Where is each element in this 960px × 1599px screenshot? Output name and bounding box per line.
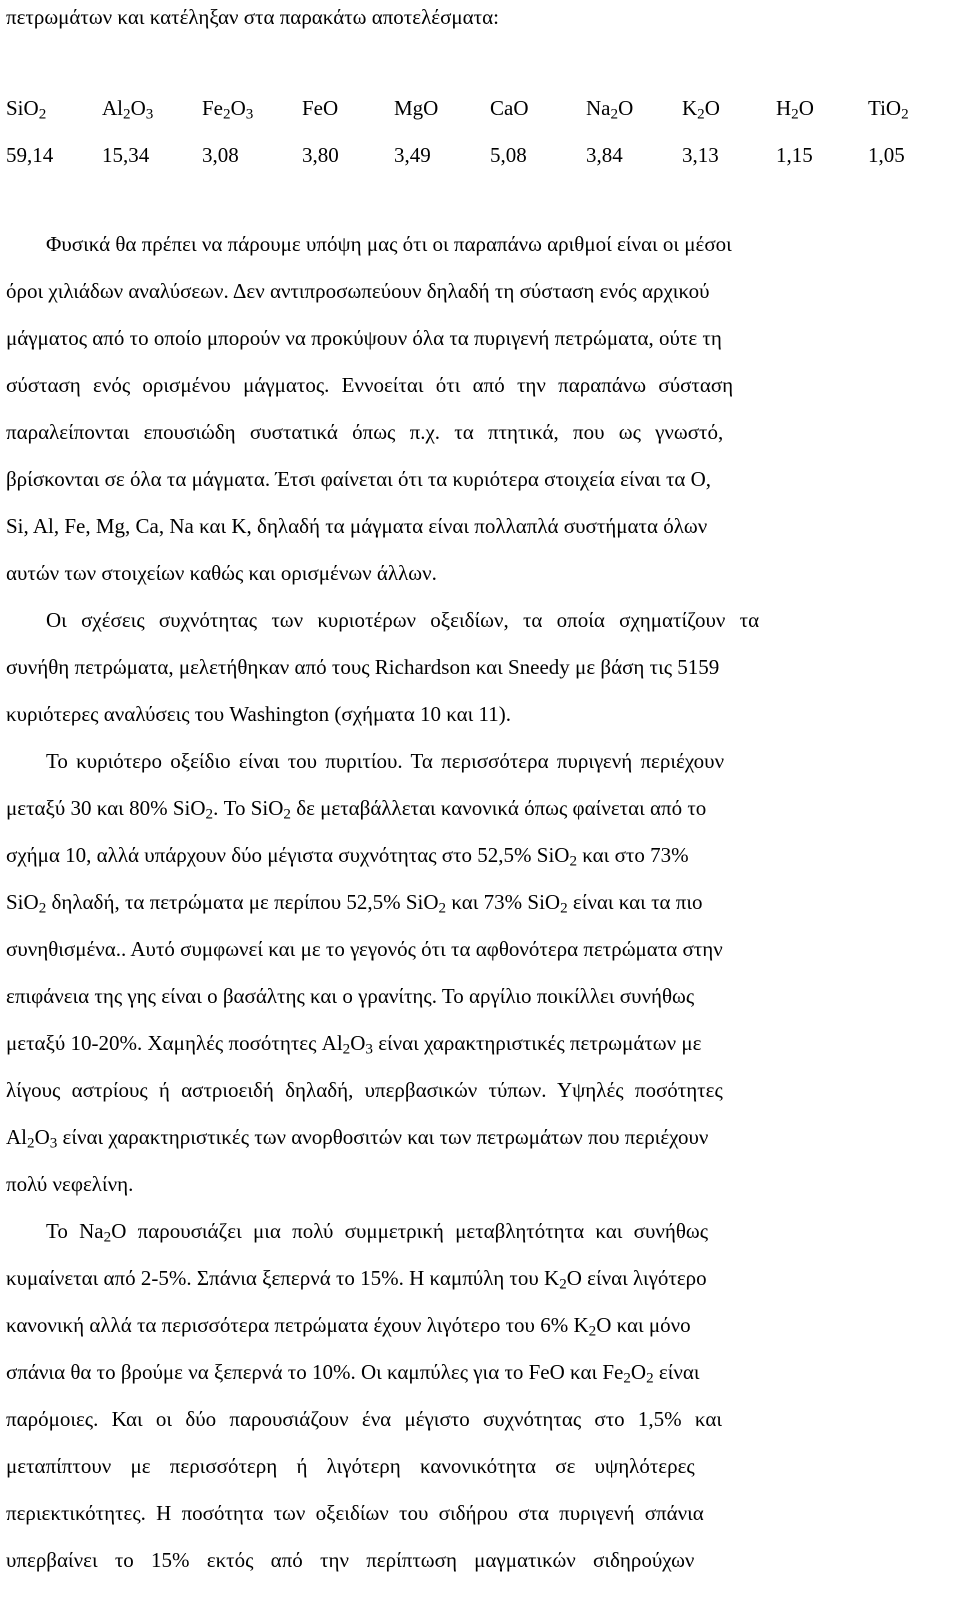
text-span: σπάνια θα το βρούμε να ξεπερνά το 10%. Οι καμπύλες για το FeO και Fe bbox=[6, 1360, 624, 1384]
oxide-value: 5,08 bbox=[490, 143, 527, 167]
paragraph-line: σύσταση ενός ορισμένου μάγματος. Εννοείται ότι από την παραπάνω σύσταση bbox=[6, 373, 734, 397]
paragraph-line: πολύ νεφελίνη. bbox=[6, 1172, 134, 1196]
oxide-formula bbox=[102, 96, 153, 121]
subscript: 2 bbox=[559, 1276, 567, 1293]
text-span: είναι bbox=[653, 1360, 700, 1384]
paragraph-line bbox=[6, 796, 940, 823]
paragraph-line bbox=[46, 234, 940, 255]
formula-text: FeO bbox=[302, 96, 339, 120]
text-span: είναι χαρακτηριστικές πετρωμάτων με bbox=[372, 1031, 702, 1055]
oxide-formula bbox=[6, 96, 46, 121]
subscript: 3 bbox=[365, 1041, 373, 1058]
oxide-formula bbox=[586, 96, 633, 121]
text-span: O και μόνο bbox=[596, 1313, 691, 1337]
formula-text: SiO bbox=[6, 96, 39, 120]
subscript: 3 bbox=[245, 106, 254, 123]
subscript: 2 bbox=[791, 106, 799, 123]
subscript: 2 bbox=[38, 106, 47, 123]
paragraph-line: περιεκτικότητες. Η ποσότητα των οξειδίων του σιδήρου στα πυριγενή σπάνια bbox=[6, 1501, 704, 1525]
paragraph-line bbox=[46, 1219, 940, 1246]
formula-text: O bbox=[230, 96, 246, 120]
subscript: 2 bbox=[438, 900, 447, 917]
paragraph-line: βρίσκονται σε όλα τα μάγματα. Έτσι φαίνεται ότι τα κυριότερα στοιχεία είναι τα O, bbox=[6, 467, 712, 491]
text-span: δε μεταβάλλεται κανονικά όπως φαίνεται από το bbox=[290, 796, 707, 820]
subscript: 2 bbox=[901, 106, 909, 123]
text-span: O είναι λιγότερο bbox=[566, 1266, 707, 1290]
oxide-formula bbox=[868, 96, 909, 121]
formula-text: O bbox=[798, 96, 814, 120]
subscript: 2 bbox=[588, 1323, 597, 1340]
formula-text: O bbox=[704, 96, 720, 120]
oxide-formula bbox=[776, 96, 814, 121]
text-span: όροι χιλιάδων αναλύσεων. Δεν αντιπροσωπεύουν δηλαδή τη σύσταση ενός αρχικού bbox=[6, 279, 710, 303]
formula-text: Na bbox=[586, 96, 611, 120]
formula-text: O bbox=[618, 96, 634, 120]
oxide-value: 3,49 bbox=[394, 143, 431, 167]
oxide-value: 15,34 bbox=[102, 143, 150, 167]
paragraph-line bbox=[6, 1125, 940, 1152]
paragraph-line: Si, Al, Fe, Mg, Ca, Na και K, δηλαδή τα μάγματα είναι πολλαπλά συστήματα όλων bbox=[6, 514, 708, 538]
paragraph-line: παρόμοιες. Και οι δύο παρουσιάζουν ένα μέγιστο συχνότητας στο 1,5% και bbox=[6, 1407, 722, 1431]
paragraph-line bbox=[6, 1360, 940, 1387]
text-span: O παρουσιάζει μια πολύ συμμετρική μεταβλητότητα και συνήθως bbox=[111, 1219, 709, 1243]
text-span: O bbox=[630, 1360, 647, 1384]
text-span: O bbox=[34, 1125, 50, 1149]
text-span: κυμαίνεται από 2-5%. Σπάνια ξεπερνά το 15%. Η καμπύλη του K bbox=[6, 1266, 560, 1290]
subscript: 2 bbox=[283, 806, 291, 823]
oxide-formula bbox=[394, 96, 438, 121]
subscript: 3 bbox=[49, 1135, 58, 1152]
formula-text: TiO bbox=[868, 96, 902, 120]
paragraph-line: συνήθη πετρώματα, μελετήθηκαν από τους Richardson και Sneedy με βάση τις 5159 bbox=[6, 655, 720, 679]
subscript: 2 bbox=[223, 106, 231, 123]
paragraph-line bbox=[6, 890, 940, 917]
subscript: 2 bbox=[646, 1370, 654, 1387]
text-span: Φυσικά θα πρέπει να πάρουμε υπόψη μας ότι οι παραπάνω αριθμοί είναι οι μέσοι bbox=[46, 232, 732, 256]
subscript: 2 bbox=[123, 106, 131, 123]
subscript: 2 bbox=[38, 900, 47, 917]
paragraph-line bbox=[6, 328, 940, 349]
text-span: O bbox=[350, 1031, 366, 1055]
oxide-value: 3,80 bbox=[302, 143, 339, 167]
oxide-formula bbox=[682, 96, 720, 121]
oxide-header-row bbox=[6, 96, 940, 123]
oxide-value: 3,84 bbox=[586, 143, 623, 167]
text-span: σχήμα 10, αλλά υπάρχουν δύο μέγιστα συχνότητας στο 52,5% SiO bbox=[6, 843, 570, 867]
text-span: μάγματος από το οποίο μπορούν να προκύψουν όλα τα πυριγενή πετρώματα, ούτε τη bbox=[6, 326, 722, 350]
paragraph-line: συνηθισμένα.. Αυτό συμφωνεί και με το γεγονός ότι τα αφθονότερα πετρώματα στην bbox=[6, 937, 723, 961]
text-span: και 73% SiO bbox=[446, 890, 561, 914]
paragraph-line: παραλείπονται επουσιώδη συστατικά όπως π.χ. τα πτητικά, που ως γνωστό, bbox=[6, 420, 724, 444]
subscript: 2 bbox=[697, 106, 705, 123]
text-span: . Το SiO bbox=[213, 796, 284, 820]
formula-text: H bbox=[776, 96, 792, 120]
text-span: κανονική αλλά τα περισσότερα πετρώματα έχουν λιγότερο του 6% K bbox=[6, 1313, 589, 1337]
paragraph-line bbox=[6, 843, 940, 870]
paragraph-line: Το κυριότερο οξείδιο είναι του πυριτίου. Τα περισσότερα πυριγενή περιέχουν bbox=[46, 749, 725, 773]
paragraph-line bbox=[6, 281, 940, 302]
subscript: 2 bbox=[205, 806, 214, 823]
oxide-values-row bbox=[6, 143, 940, 167]
subscript: 2 bbox=[342, 1041, 351, 1058]
paragraph-line: αυτών των στοιχείων καθώς και ορισμένων άλλων. bbox=[6, 561, 437, 585]
oxide-formula bbox=[490, 96, 529, 121]
paragraph-line bbox=[6, 1313, 940, 1340]
oxide-value: 59,14 bbox=[6, 143, 54, 167]
formula-text: Al bbox=[102, 96, 123, 120]
text-span: δηλαδή, τα πετρώματα με περίπου 52,5% SiO bbox=[46, 890, 439, 914]
paragraph-line: υπερβαίνει το 15% εκτός από την περίπτωση μαγματικών σιδηρούχων bbox=[6, 1548, 695, 1572]
text-span: μεταξύ 30 και 80% SiO bbox=[6, 796, 206, 820]
oxide-value: 1,15 bbox=[776, 143, 813, 167]
subscript: 2 bbox=[623, 1370, 631, 1387]
paragraph-line bbox=[6, 1031, 940, 1058]
text-span: είναι χαρακτηριστικές των ανορθοσιτών και των πετρωμάτων που περιέχουν bbox=[57, 1125, 709, 1149]
formula-text: K bbox=[682, 96, 698, 120]
text-span: SiO bbox=[6, 890, 39, 914]
oxide-value: 1,05 bbox=[868, 143, 905, 167]
oxide-value: 3,08 bbox=[202, 143, 239, 167]
subscript: 3 bbox=[145, 106, 154, 123]
text-span: Al bbox=[6, 1125, 27, 1149]
paragraph-line: λίγους αστρίους ή αστριοειδή δηλαδή, υπερβασικών τύπων. Υψηλές ποσότητες bbox=[6, 1078, 723, 1102]
oxide-value: 3,13 bbox=[682, 143, 719, 167]
paragraph-line: κυριότερες αναλύσεις του Washington (σχήματα 10 και 11). bbox=[6, 702, 512, 726]
paragraph-line: μεταπίπτουν με περισσότερη ή λιγότερη κανονικότητα σε υψηλότερες bbox=[6, 1454, 695, 1478]
formula-text: O bbox=[130, 96, 146, 120]
text-span: και στο 73% bbox=[577, 843, 689, 867]
text-span: Το Na bbox=[46, 1219, 104, 1243]
oxide-formula bbox=[202, 96, 253, 121]
formula-text: Fe bbox=[202, 96, 223, 120]
text-span: είναι και τα πιο bbox=[567, 890, 703, 914]
intro-line: πετρωμάτων και κατέληξαν στα παρακάτω αποτελέσματα: bbox=[6, 5, 499, 29]
oxide-formula bbox=[302, 96, 338, 121]
subscript: 2 bbox=[560, 900, 568, 917]
paragraph-line bbox=[6, 1266, 940, 1293]
formula-text: CaO bbox=[490, 96, 529, 120]
subscript: 2 bbox=[610, 106, 619, 123]
subscript: 2 bbox=[569, 853, 578, 870]
paragraph-line: Οι σχέσεις συχνότητας των κυριοτέρων οξειδίων, τα οποία σχηματίζουν τα bbox=[46, 608, 760, 632]
subscript: 2 bbox=[27, 1135, 35, 1152]
subscript: 2 bbox=[103, 1229, 112, 1246]
paragraph-line: επιφάνεια της γης είναι ο βασάλτης και ο γρανίτης. Το αργίλιο ποικίλλει συνήθως bbox=[6, 984, 695, 1008]
text-span: μεταξύ 10-20%. Χαμηλές ποσότητες Al bbox=[6, 1031, 343, 1055]
formula-text: MgO bbox=[394, 96, 439, 120]
